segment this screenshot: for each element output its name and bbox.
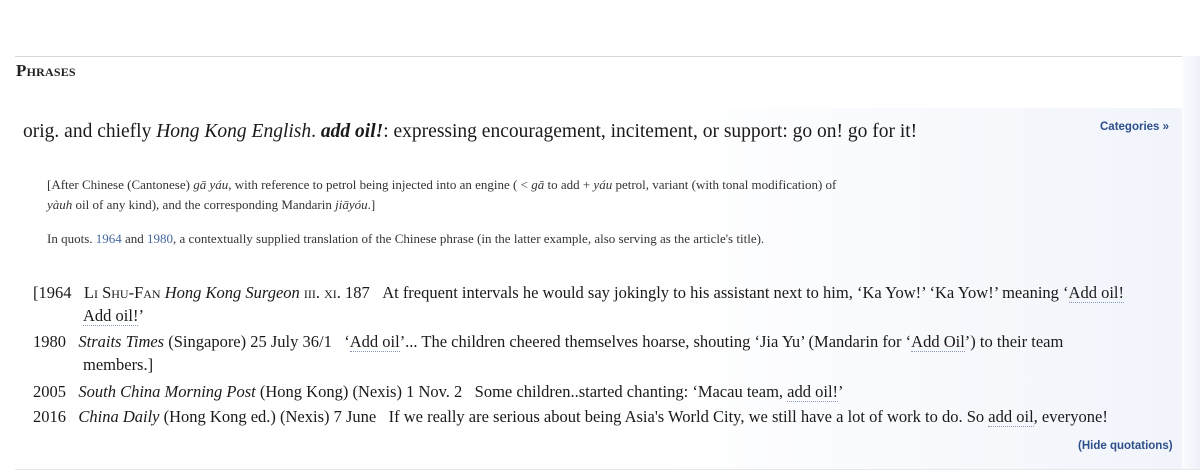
bottom-divider — [15, 469, 1200, 470]
etym-text: oil of any kind), and the corresponding Mandarin — [72, 197, 336, 212]
etym-word: jiāyóu — [335, 197, 368, 212]
quotation-row — [33, 330, 1063, 376]
headword-usage: Add oil! — [83, 306, 139, 325]
quote-source-title: China Daily — [78, 407, 160, 426]
quote-text: , everyone! — [1033, 407, 1108, 426]
quote-ref: (Singapore) 25 July 36/1 — [164, 332, 332, 351]
quote-source-title: Hong Kong Surgeon — [164, 283, 300, 302]
quote-date: 2005 — [33, 382, 66, 401]
top-divider — [15, 56, 1200, 57]
quote-author: Li Shu-Fan — [83, 283, 161, 302]
headword-usage: Add oil! — [1068, 283, 1124, 302]
etym-word: gā yáu — [193, 177, 229, 192]
etym-text: [After Chinese (Cantonese) — [47, 177, 194, 192]
etym-word: gā — [531, 177, 545, 192]
quote-text: If we really are serious about being Asia's World City, we still have a lot of work to do. So — [388, 407, 989, 426]
right-sidebar-strip — [1182, 56, 1200, 470]
quote-date: [1964 — [33, 283, 72, 302]
section-title: Phrases — [16, 61, 76, 80]
quote-text: ’ — [138, 306, 144, 325]
hide-quotations-link[interactable]: (Hide quotations) — [1078, 440, 1173, 452]
quote-ref: (Hong Kong) (Nexis) 1 Nov. 2 — [255, 382, 463, 401]
note-text: In quots. — [47, 231, 96, 246]
etym-text: petrol, variant (with tonal modification) of — [612, 177, 837, 192]
quote-link-1964[interactable]: 1964 — [95, 231, 122, 246]
etym-word: yàuh — [47, 197, 73, 212]
def-colon: : — [383, 121, 394, 142]
quote-date: 2016 — [33, 407, 66, 426]
quote-text: ’) to their team — [964, 332, 1064, 351]
def-text: expressing encouragement, incitement, or support: go on! go for it! — [393, 121, 918, 142]
def-lead: orig. and chiefly — [23, 121, 157, 142]
sense-definition — [12, 119, 952, 145]
headword-usage: Add Oil — [911, 332, 965, 351]
quote-ref: (Hong Kong ed.) (Nexis) 7 June — [159, 407, 377, 426]
quote-source-title: South China Morning Post — [78, 382, 256, 401]
quotation-row — [33, 281, 1124, 327]
def-dot: . — [311, 121, 321, 142]
note-text: , a contextually supplied translation of the Chinese phrase (in the latter example, also serving as the article's title). — [173, 231, 765, 246]
etym-text: to add + — [544, 177, 594, 192]
quote-text: At frequent intervals he would say jokingly to his assistant next to him, ‘Ka Yow!’ ‘Ka Yow!’ meaning ‘ — [382, 283, 1069, 302]
headword: add oil! — [320, 121, 384, 142]
def-variety: Hong Kong English — [156, 121, 312, 142]
quote-text: ’ — [838, 382, 844, 401]
headword-usage: add oil — [988, 407, 1034, 426]
quote-ref: iii. xi. 187 — [299, 283, 370, 302]
headword-usage: add oil! — [787, 382, 839, 401]
quote-text: ’... The children cheered themselves hoarse, shouting ‘Jia Yu’ (Mandarin for ‘ — [399, 332, 912, 351]
quote-text: ‘ — [344, 332, 350, 351]
quote-text: members.] — [83, 355, 154, 374]
quote-link-1980[interactable]: 1980 — [147, 231, 174, 246]
etym-word: yáu — [593, 177, 613, 192]
headword-usage: Add oil — [349, 332, 400, 351]
etym-text: .] — [367, 197, 376, 212]
etymology-note — [47, 175, 967, 215]
quote-text: Some children..started chanting: ‘Macau team, — [474, 382, 788, 401]
categories-link[interactable]: Categories » — [1100, 121, 1170, 133]
quotation-row — [33, 380, 844, 403]
etym-text: , with reference to petrol being injected into an engine ( < — [228, 177, 532, 192]
quote-source-title: Straits Times — [78, 332, 165, 351]
quote-date: 1980 — [33, 332, 66, 351]
note-text: and — [121, 231, 148, 246]
quotation-note — [47, 229, 764, 249]
quotation-row — [33, 405, 1108, 428]
